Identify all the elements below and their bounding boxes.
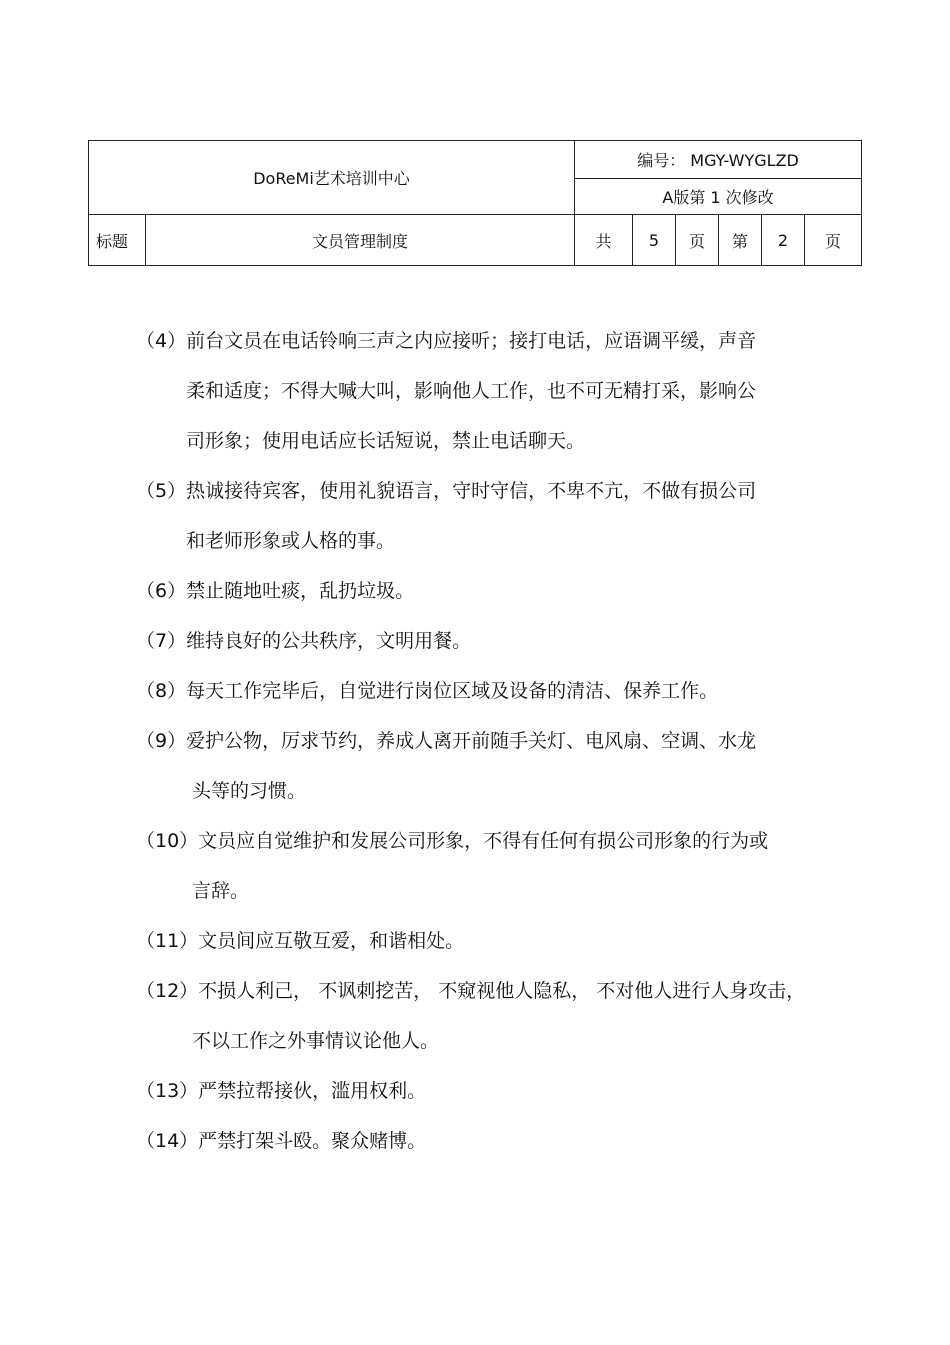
total-pages: 5 xyxy=(633,215,676,266)
rule-7: （7）维持良好的公共秩序，文明用餐。 xyxy=(136,630,472,652)
rule-4-line-1: （4）前台文员在电话铃响三声之内应接听；接打电话，应语调平缓，声音 xyxy=(136,330,757,352)
rule-5-line-1: （5）热诚接待宾客，使用礼貌语言，守时守信，不卑不亢，不做有损公司 xyxy=(136,480,757,502)
rule-10-line-2: 言辞。 xyxy=(192,880,250,902)
document-code: 编号： MGY-WYGLZD xyxy=(575,141,862,179)
rule-4-line-3: 司形象；使用电话应长话短说，禁止电话聊天。 xyxy=(186,430,586,452)
current-page: 2 xyxy=(762,215,805,266)
rule-9-line-1: （9）爱护公物，厉求节约，养成人离开前随手关灯、电风扇、空调、水龙 xyxy=(136,730,757,752)
rule-8: （8）每天工作完毕后，自觉进行岗位区域及设备的清洁、保养工作。 xyxy=(136,680,719,702)
document-title: 文员管理制度 xyxy=(146,215,575,266)
rule-12-line-2: 不以工作之外事情议论他人。 xyxy=(192,1030,440,1052)
rule-11: （11）文员间应互敬互爱，和谐相处。 xyxy=(136,930,465,952)
current-label: 第 xyxy=(719,215,762,266)
rule-10-line-1: （10）文员应自觉维护和发展公司形象，不得有任何有损公司形象的行为或 xyxy=(136,830,769,852)
rule-5-line-2: 和老师形象或人格的事。 xyxy=(186,530,396,552)
revision-info: A版第 1 次修改 xyxy=(575,178,862,215)
page-unit-current: 页 xyxy=(805,215,862,266)
rule-6: （6）禁止随地吐痰，乱扔垃圾。 xyxy=(136,580,415,602)
organization-name: DoReMi艺术培训中心 xyxy=(89,141,575,215)
rule-4-line-2: 柔和适度；不得大喊大叫，影响他人工作，也不可无精打采，影响公 xyxy=(186,380,757,402)
rule-9-line-2: 头等的习惯。 xyxy=(192,780,307,802)
title-label: 标题 xyxy=(89,215,146,266)
rule-12-line-1: （12）不损人利己， 不讽刺挖苦， 不窥视他人隐私， 不对他人进行人身攻击， xyxy=(136,980,806,1002)
rule-14: （14）严禁打架斗殴。聚众赌博。 xyxy=(136,1130,427,1152)
rule-13: （13）严禁拉帮接伙，滥用权利。 xyxy=(136,1080,427,1102)
total-label: 共 xyxy=(575,215,633,266)
page-unit-total: 页 xyxy=(676,215,719,266)
document-header-table xyxy=(88,140,862,266)
